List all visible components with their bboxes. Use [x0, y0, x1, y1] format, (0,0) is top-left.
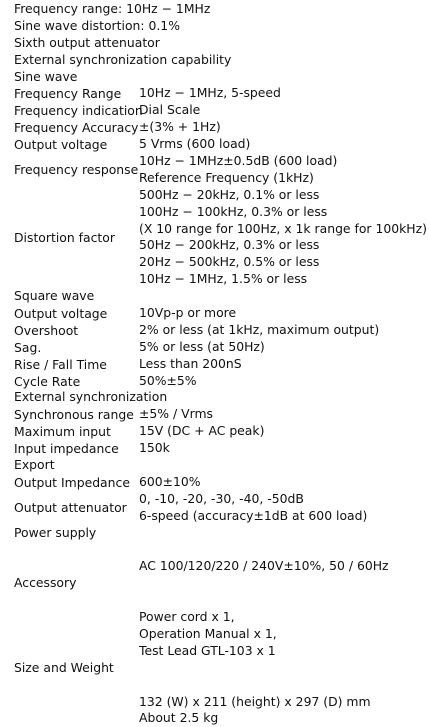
spec-label: Frequency Range [14, 86, 122, 102]
spec-value: 600±10% [139, 473, 201, 489]
spacer [14, 592, 426, 609]
spec-value: 132 (W) x 211 (height) x 297 (D) mm [139, 693, 371, 709]
spec-row [14, 558, 426, 575]
spec-row [14, 609, 426, 660]
spec-label: Overshoot [14, 322, 79, 338]
spec-value: 6-speed (accuracy±1dB at 600 load) [139, 507, 368, 523]
spec-value: Power cord x 1, [139, 609, 235, 625]
spec-value: About 2.5 kg [139, 710, 219, 726]
spec-label: Distortion factor [14, 229, 115, 245]
spec-label: Input impedance [14, 441, 119, 457]
spec-value: ±(3% + 1Hz) [139, 119, 221, 135]
spec-label: Rise / Fall Time [14, 356, 107, 372]
section-heading: Power supply [14, 524, 97, 540]
section-heading: Square wave [14, 288, 95, 304]
intro-line: Sixth output attenuator [14, 34, 160, 50]
spec-label: Output attenuator [14, 500, 127, 516]
spec-row [14, 406, 426, 423]
spec-row [14, 339, 426, 356]
spec-row [14, 440, 426, 457]
spec-value: 500Hz − 20kHz, 0.1% or less [139, 186, 320, 202]
spec-label: Output voltage [14, 305, 108, 321]
spec-value: 50Hz − 200kHz, 0.3% or less [139, 237, 320, 253]
spec-value: (X 10 range for 100Hz, x 1k range for 100kHz) [139, 220, 427, 236]
spec-row [14, 85, 426, 102]
spec-row [14, 136, 426, 153]
spec-label: Frequency response [14, 162, 139, 178]
spec-row [14, 694, 426, 727]
spec-values [139, 694, 426, 727]
spec-values [139, 153, 426, 187]
spec-value: 20Hz − 500kHz, 0.5% or less [139, 254, 320, 270]
spec-value: Less than 200nS [139, 355, 242, 371]
spec-values [139, 187, 427, 288]
spec-values [139, 119, 426, 136]
section-heading: External synchronization [14, 389, 168, 405]
spec-value: Dial Scale [139, 102, 201, 118]
spec-values [139, 373, 426, 390]
intro-line: External synchronization capability [14, 51, 232, 67]
intro-line: Frequency range: 10Hz − 1MHz [14, 1, 211, 16]
section-heading: Export [14, 457, 55, 473]
spec-value: 15V (DC + AC peak) [139, 423, 265, 439]
spec-value: 10Vp-p or more [139, 305, 237, 321]
spec-row [14, 102, 426, 119]
spec-label: Frequency indication [14, 103, 143, 119]
section-heading: Size and Weight [14, 659, 114, 675]
spec-label: Output Impedance [14, 474, 130, 490]
spec-value: 10Hz − 1MHz, 1.5% or less [139, 271, 308, 287]
spacer [14, 542, 426, 559]
spec-values [139, 305, 426, 322]
spec-value: ±5% / Vrms [139, 406, 213, 422]
spec-values [139, 423, 426, 440]
spec-value: 5 Vrms (600 load) [139, 136, 251, 152]
spec-value: 5% or less (at 50Hz) [139, 338, 265, 354]
spec-label: Synchronous range [14, 407, 134, 423]
spec-value: 0, -10, -20, -30, -40, -50dB [139, 490, 304, 506]
spacer [14, 677, 426, 694]
spec-row [14, 322, 426, 339]
spec-value: AC 100/120/220 / 240V±10%, 50 / 60Hz [139, 558, 389, 574]
spec-value: 150k [139, 440, 170, 456]
section-heading: Sine wave [14, 68, 78, 84]
spec-row [14, 356, 426, 373]
spec-values [139, 85, 426, 102]
spec-label: Cycle Rate [14, 373, 81, 389]
spec-label: Maximum input [14, 424, 111, 440]
intro-line: Sine wave distortion: 0.1% [14, 17, 180, 33]
spec-value: 10Hz − 1MHz, 5-speed [139, 85, 281, 101]
spec-row [14, 119, 426, 136]
spec-label: Frequency Accuracy [14, 120, 139, 136]
spec-value: 50%±5% [139, 372, 197, 388]
spec-values [139, 356, 426, 373]
spec-values [139, 339, 426, 356]
spec-values [139, 609, 426, 660]
spec-values [139, 440, 426, 457]
spec-value: 100Hz − 100kHz, 0.3% or less [139, 203, 328, 219]
spec-value: Operation Manual x 1, [139, 625, 277, 641]
spec-values [139, 322, 426, 339]
spec-value: Test Lead GTL-103 x 1 [139, 642, 276, 658]
spec-label: Sag. [14, 339, 42, 355]
spec-value: 2% or less (at 1kHz, maximum output) [139, 321, 380, 337]
spec-values [139, 102, 426, 119]
spec-values [139, 491, 426, 525]
spec-value: 10Hz − 1MHz±0.5dB (600 load) [139, 153, 338, 169]
spec-row [14, 153, 426, 187]
spec-row [14, 423, 426, 440]
spec-values [139, 136, 426, 153]
spec-row [14, 187, 426, 288]
spec-row [14, 373, 426, 390]
spec-label: Output voltage [14, 137, 108, 153]
spec-values [139, 474, 426, 491]
spec-values [139, 406, 426, 423]
spec-row [14, 305, 426, 322]
spec-values [139, 558, 426, 575]
spec-row [14, 491, 426, 525]
spec-row [14, 474, 426, 491]
spec-document [14, 1, 426, 727]
section-heading: Accessory [14, 575, 77, 591]
spec-value: Reference Frequency (1kHz) [139, 169, 314, 185]
